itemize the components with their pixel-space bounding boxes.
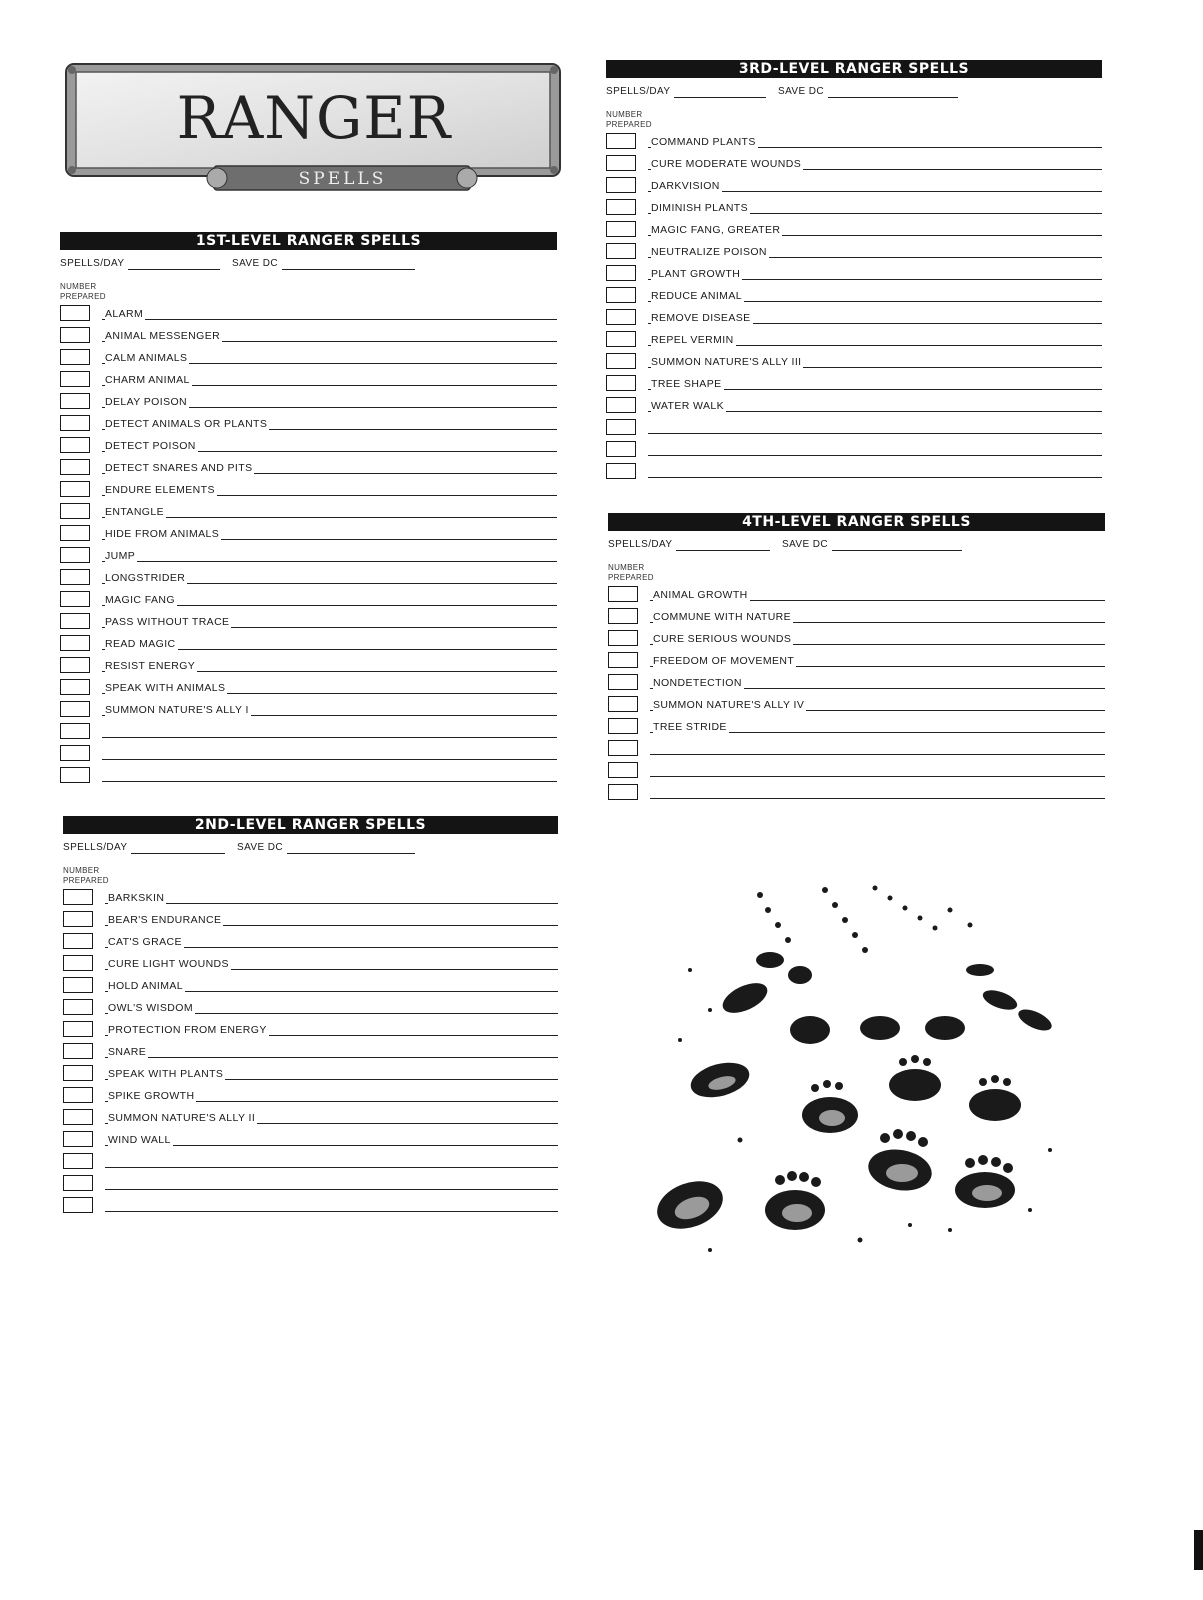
- spell-row: [606, 396, 1102, 418]
- prepared-count-box[interactable]: [63, 955, 93, 971]
- prepared-count-box[interactable]: [608, 784, 638, 800]
- spells-per-day-label: SPELLS/DAY: [63, 842, 128, 853]
- prepared-count-box[interactable]: [606, 177, 636, 193]
- spell-row: [60, 656, 557, 678]
- prepared-count-box[interactable]: [608, 630, 638, 646]
- prepared-count-box[interactable]: [606, 441, 636, 457]
- save-dc-label: SAVE DC: [778, 86, 824, 97]
- prepared-label: PREPARED: [60, 292, 106, 301]
- spell-row: [608, 717, 1105, 739]
- spell-row: [606, 418, 1102, 440]
- spell-row: [63, 1108, 558, 1130]
- spell-row: [63, 1152, 558, 1174]
- spell-row: [608, 585, 1105, 607]
- prepared-count-box[interactable]: [63, 1021, 93, 1037]
- spell-row: [60, 414, 557, 436]
- prepared-count-box[interactable]: [608, 586, 638, 602]
- spell-row: [606, 374, 1102, 396]
- prepared-count-box[interactable]: [608, 674, 638, 690]
- prepared-count-box[interactable]: [608, 608, 638, 624]
- spell-name: BARKSKIN: [108, 892, 165, 904]
- save-dc-label: SAVE DC: [237, 842, 283, 853]
- number-label: NUMBER: [606, 110, 643, 119]
- spell-name: SUMMON NATURE'S ALLY II: [108, 1112, 256, 1124]
- spell-row: [606, 242, 1102, 264]
- spell-line[interactable]: [105, 1211, 558, 1212]
- spell-row: [606, 352, 1102, 374]
- spell-row: [60, 546, 557, 568]
- spell-line[interactable]: [648, 477, 1102, 478]
- spell-row: [608, 739, 1105, 761]
- prepared-label: PREPARED: [608, 573, 654, 582]
- spell-name: PASS WITHOUT TRACE: [105, 616, 230, 628]
- section-meta: [63, 840, 558, 856]
- prepared-count-box[interactable]: [608, 652, 638, 668]
- spell-line[interactable]: [105, 1189, 558, 1190]
- animal-tracks-icon: [650, 880, 1080, 1270]
- spell-name: CALM ANIMALS: [105, 352, 188, 364]
- spell-name: WIND WALL: [108, 1134, 171, 1146]
- spell-name: COMMAND PLANTS: [651, 136, 756, 148]
- spell-name: SNARE: [108, 1046, 147, 1058]
- spell-row: [606, 154, 1102, 176]
- spell-name: WATER WALK: [651, 400, 725, 412]
- spell-name: ANIMAL GROWTH: [653, 589, 748, 601]
- section-header: 2ND-LEVEL RANGER SPELLS: [63, 816, 558, 834]
- spell-row: [63, 1174, 558, 1196]
- spell-row: [608, 629, 1105, 651]
- prepared-count-box[interactable]: [608, 696, 638, 712]
- spell-row: [60, 524, 557, 546]
- spell-row: [60, 722, 557, 744]
- spell-row: [608, 783, 1105, 805]
- spell-name: ENDURE ELEMENTS: [105, 484, 215, 496]
- prepared-count-box[interactable]: [606, 221, 636, 237]
- spell-row: [63, 1130, 558, 1152]
- spell-row: [60, 348, 557, 370]
- prepared-count-box[interactable]: [60, 591, 90, 607]
- prepared-count-box[interactable]: [63, 933, 93, 949]
- prepared-count-box[interactable]: [60, 745, 90, 761]
- spell-name: TREE SHAPE: [651, 378, 722, 390]
- spell-line[interactable]: [102, 561, 557, 562]
- spell-line[interactable]: [105, 1145, 558, 1146]
- spell-row: [60, 326, 557, 348]
- prepared-count-box[interactable]: [606, 353, 636, 369]
- spell-name: SUMMON NATURE'S ALLY IV: [653, 699, 805, 711]
- spell-name: DETECT ANIMALS OR PLANTS: [105, 418, 268, 430]
- prepared-count-box[interactable]: [606, 419, 636, 435]
- number-label: NUMBER: [608, 563, 645, 572]
- spell-row: [60, 744, 557, 766]
- spell-name: RESIST ENERGY: [105, 660, 196, 672]
- prepared-count-box[interactable]: [60, 349, 90, 365]
- prepared-count-box[interactable]: [63, 1109, 93, 1125]
- spell-row: [60, 458, 557, 480]
- prepared-count-box[interactable]: [63, 999, 93, 1015]
- spell-name: TREE STRIDE: [653, 721, 727, 733]
- spell-row: [606, 264, 1102, 286]
- spells-per-day-field[interactable]: [676, 550, 770, 551]
- prepared-count-box[interactable]: [63, 1043, 93, 1059]
- spell-line[interactable]: [648, 455, 1102, 456]
- prepared-count-box[interactable]: [60, 723, 90, 739]
- spell-name: CURE SERIOUS WOUNDS: [653, 633, 792, 645]
- spell-section-level-1: [60, 232, 557, 788]
- number-prepared-label: [63, 866, 558, 888]
- spell-line[interactable]: [102, 319, 557, 320]
- prepared-count-box[interactable]: [60, 547, 90, 563]
- save-dc-field[interactable]: [282, 269, 415, 270]
- prepared-count-box[interactable]: [606, 375, 636, 391]
- spell-row: [606, 220, 1102, 242]
- spell-line[interactable]: [650, 754, 1105, 755]
- spell-section-level-4: [608, 513, 1105, 805]
- save-dc-label: SAVE DC: [232, 258, 278, 269]
- spell-name: SUMMON NATURE'S ALLY III: [651, 356, 802, 368]
- spell-name: MAGIC FANG: [105, 594, 175, 606]
- prepared-count-box[interactable]: [63, 1175, 93, 1191]
- prepared-count-box[interactable]: [63, 889, 93, 905]
- prepared-count-box[interactable]: [60, 525, 90, 541]
- prepared-count-box[interactable]: [606, 243, 636, 259]
- spell-name: SPIKE GROWTH: [108, 1090, 195, 1102]
- spell-line[interactable]: [102, 759, 557, 760]
- spell-row: [606, 440, 1102, 462]
- spell-name: SPEAK WITH ANIMALS: [105, 682, 226, 694]
- prepared-count-box[interactable]: [606, 331, 636, 347]
- spell-name: DETECT POISON: [105, 440, 196, 452]
- spell-section-level-3: [606, 60, 1102, 484]
- spell-row: [608, 651, 1105, 673]
- prepared-count-box[interactable]: [60, 459, 90, 475]
- spell-name: PROTECTION FROM ENERGY: [108, 1024, 267, 1036]
- prepared-count-box[interactable]: [60, 613, 90, 629]
- prepared-count-box[interactable]: [606, 133, 636, 149]
- prepared-count-box[interactable]: [60, 415, 90, 431]
- prepared-count-box[interactable]: [63, 911, 93, 927]
- prepared-count-box[interactable]: [60, 481, 90, 497]
- prepared-count-box[interactable]: [60, 635, 90, 651]
- spell-name: HIDE FROM ANIMALS: [105, 528, 220, 540]
- spell-row: [63, 1196, 558, 1218]
- spell-line[interactable]: [102, 737, 557, 738]
- prepared-count-box[interactable]: [60, 503, 90, 519]
- spell-row: [60, 766, 557, 788]
- spell-name: REMOVE DISEASE: [651, 312, 751, 324]
- spell-name: OWL'S WISDOM: [108, 1002, 193, 1014]
- spell-row: [60, 436, 557, 458]
- spell-name: MAGIC FANG, GREATER: [651, 224, 781, 236]
- prepared-count-box[interactable]: [606, 463, 636, 479]
- prepared-count-box[interactable]: [63, 1153, 93, 1169]
- spell-name: ANIMAL MESSENGER: [105, 330, 221, 342]
- spell-line[interactable]: [102, 517, 557, 518]
- spell-row: [606, 330, 1102, 352]
- prepared-count-box[interactable]: [60, 371, 90, 387]
- number-prepared-label: [60, 282, 557, 304]
- spell-name: BEAR'S ENDURANCE: [108, 914, 222, 926]
- section-meta: [606, 84, 1102, 100]
- spell-name: COMMUNE WITH NATURE: [653, 611, 792, 623]
- spells-per-day-label: SPELLS/DAY: [606, 86, 671, 97]
- prepared-count-box[interactable]: [606, 155, 636, 171]
- number-prepared-label: [606, 110, 1102, 132]
- prepared-count-box[interactable]: [60, 767, 90, 783]
- spell-name: DIMINISH PLANTS: [651, 202, 749, 214]
- spells-per-day-field[interactable]: [128, 269, 220, 270]
- spell-line[interactable]: [105, 903, 558, 904]
- spell-row: [606, 286, 1102, 308]
- spell-name: SPEAK WITH PLANTS: [108, 1068, 224, 1080]
- banner-title: RANGER: [176, 84, 452, 152]
- page-edge-mark: [1194, 1530, 1203, 1570]
- spell-name: ENTANGLE: [105, 506, 165, 518]
- spell-name: READ MAGIC: [105, 638, 176, 650]
- spell-row: [63, 1020, 558, 1042]
- spell-row: [608, 695, 1105, 717]
- spell-row: [60, 304, 557, 326]
- spell-name: ALARM: [105, 308, 144, 320]
- section-meta: [608, 537, 1105, 553]
- prepared-count-box[interactable]: [63, 1197, 93, 1213]
- prepared-count-box[interactable]: [60, 569, 90, 585]
- spell-row: [63, 888, 558, 910]
- spell-name: REPEL VERMIN: [651, 334, 734, 346]
- prepared-count-box[interactable]: [608, 718, 638, 734]
- spell-name: DARKVISION: [651, 180, 720, 192]
- spells-per-day-label: SPELLS/DAY: [608, 539, 673, 550]
- spell-line[interactable]: [102, 781, 557, 782]
- prepared-label: PREPARED: [606, 120, 652, 129]
- prepared-count-box[interactable]: [606, 309, 636, 325]
- spell-row: [63, 1086, 558, 1108]
- banner-subtitle: SPELLS: [298, 169, 387, 189]
- spell-row: [606, 308, 1102, 330]
- spell-section-level-2: [63, 816, 558, 1218]
- prepared-count-box[interactable]: [63, 1065, 93, 1081]
- spell-row: [63, 976, 558, 998]
- spell-name: SUMMON NATURE'S ALLY I: [105, 704, 249, 716]
- spell-row: [606, 198, 1102, 220]
- spell-name: NEUTRALIZE POISON: [651, 246, 767, 258]
- save-dc-label: SAVE DC: [782, 539, 828, 550]
- spell-line[interactable]: [105, 1167, 558, 1168]
- prepared-count-box[interactable]: [606, 397, 636, 413]
- spell-name: LONGSTRIDER: [105, 572, 186, 584]
- prepared-count-box[interactable]: [606, 265, 636, 281]
- spell-name: CHARM ANIMAL: [105, 374, 190, 386]
- spell-row: [60, 392, 557, 414]
- spell-line[interactable]: [105, 1057, 558, 1058]
- prepared-count-box[interactable]: [60, 327, 90, 343]
- section-header: 1ST-LEVEL RANGER SPELLS: [60, 232, 557, 250]
- prepared-count-box[interactable]: [606, 199, 636, 215]
- save-dc-field[interactable]: [828, 97, 958, 98]
- prepared-count-box[interactable]: [63, 977, 93, 993]
- spell-line[interactable]: [650, 776, 1105, 777]
- spell-name: PLANT GROWTH: [651, 268, 741, 280]
- number-label: NUMBER: [60, 282, 97, 291]
- spells-per-day-label: SPELLS/DAY: [60, 258, 125, 269]
- spell-name: REDUCE ANIMAL: [651, 290, 742, 302]
- spell-row: [606, 462, 1102, 484]
- spell-name: DETECT SNARES AND PITS: [105, 462, 253, 474]
- spell-name: NONDETECTION: [653, 677, 742, 689]
- section-header: 4TH-LEVEL RANGER SPELLS: [608, 513, 1105, 531]
- prepared-count-box[interactable]: [60, 393, 90, 409]
- ranger-banner: [64, 62, 562, 192]
- spell-name: DELAY POISON: [105, 396, 188, 408]
- prepared-count-box[interactable]: [63, 1131, 93, 1147]
- spell-row: [60, 612, 557, 634]
- prepared-count-box[interactable]: [63, 1087, 93, 1103]
- spell-row: [63, 1064, 558, 1086]
- spell-row: [60, 634, 557, 656]
- spell-row: [60, 568, 557, 590]
- save-dc-field[interactable]: [287, 853, 415, 854]
- prepared-count-box[interactable]: [60, 657, 90, 673]
- spell-row: [63, 1042, 558, 1064]
- spells-per-day-field[interactable]: [674, 97, 766, 98]
- spell-line[interactable]: [648, 433, 1102, 434]
- spell-name: CAT'S GRACE: [108, 936, 182, 948]
- spell-row: [63, 998, 558, 1020]
- spell-row: [60, 502, 557, 524]
- spell-name: CURE MODERATE WOUNDS: [651, 158, 802, 170]
- save-dc-field[interactable]: [832, 550, 962, 551]
- section-header: 3RD-LEVEL RANGER SPELLS: [606, 60, 1102, 78]
- spell-row: [63, 932, 558, 954]
- spell-row: [63, 954, 558, 976]
- spell-row: [606, 132, 1102, 154]
- number-prepared-label: [608, 563, 1105, 585]
- section-meta: [60, 256, 557, 272]
- spell-row: [608, 607, 1105, 629]
- spell-line[interactable]: [650, 798, 1105, 799]
- prepared-count-box[interactable]: [608, 762, 638, 778]
- prepared-count-box[interactable]: [60, 305, 90, 321]
- spell-row: [608, 673, 1105, 695]
- prepared-count-box[interactable]: [608, 740, 638, 756]
- prepared-label: PREPARED: [63, 876, 109, 885]
- number-label: NUMBER: [63, 866, 100, 875]
- spell-row: [60, 678, 557, 700]
- prepared-count-box[interactable]: [606, 287, 636, 303]
- spell-row: [60, 480, 557, 502]
- prepared-count-box[interactable]: [60, 437, 90, 453]
- spell-name: JUMP: [105, 550, 136, 562]
- spell-row: [63, 910, 558, 932]
- spell-row: [606, 176, 1102, 198]
- spell-row: [60, 700, 557, 722]
- prepared-count-box[interactable]: [60, 701, 90, 717]
- spell-row: [60, 370, 557, 392]
- prepared-count-box[interactable]: [60, 679, 90, 695]
- spell-name: FREEDOM OF MOVEMENT: [653, 655, 795, 667]
- spell-name: CURE LIGHT WOUNDS: [108, 958, 229, 970]
- spell-row: [60, 590, 557, 612]
- spell-name: HOLD ANIMAL: [108, 980, 184, 992]
- spell-row: [608, 761, 1105, 783]
- spells-per-day-field[interactable]: [131, 853, 225, 854]
